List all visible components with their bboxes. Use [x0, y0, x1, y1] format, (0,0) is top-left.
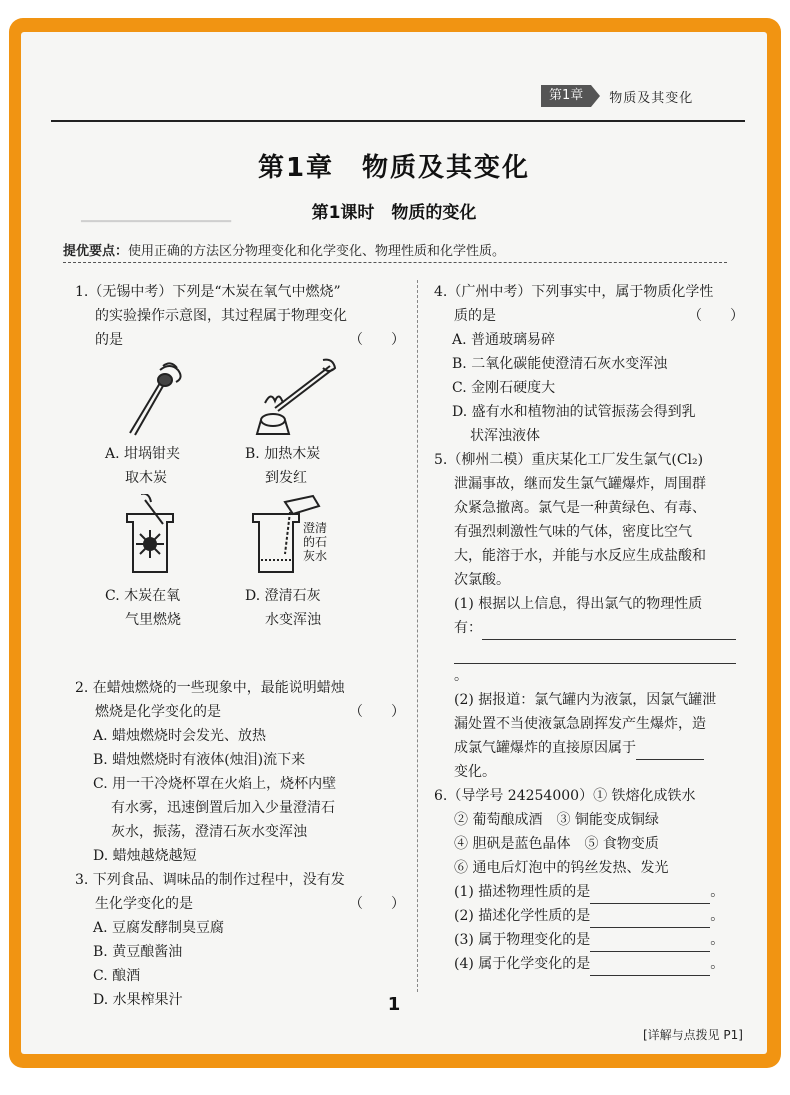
period: 。 [710, 884, 725, 900]
q2-option-c: C. 用一干冷烧杯罩在火焰上，烧杯内壁 [93, 776, 337, 792]
q3-option-c: C. 酿酒 [93, 968, 141, 984]
q5-sub2: 成氯气罐爆炸的直接原因属于 [454, 740, 636, 756]
question-3 [75, 868, 405, 1012]
answer-paren: （ ） [349, 896, 405, 912]
q5-line: 次氯酸。 [454, 572, 510, 588]
answer-paren: （ ） [349, 332, 405, 348]
question-4 [434, 280, 744, 448]
q4-line: 质的是 [454, 308, 496, 324]
q2-option-b: B. 蜡烛燃烧时有液体(烛泪)流下来 [93, 752, 306, 768]
limewater-figure [245, 494, 365, 580]
q1-line: 的是 [95, 332, 123, 348]
q6-sub: (2) 描述化学性质的是 [454, 908, 591, 924]
tongs-figure [105, 358, 225, 438]
q4-option-b: B. 二氧化碳能使澄清石灰水变浑浊 [452, 356, 668, 372]
q2-option-a: A. 蜡烛燃烧时会发光、放热 [93, 728, 267, 744]
q3-line-last [75, 892, 405, 916]
q5-line: 众紧急撤离。氯气是一种黄绿色、有毒、 [454, 500, 706, 516]
q5-sub2: 漏处置不当使液氯急剧挥发产生爆炸，造 [454, 716, 706, 732]
q6-line: ⑥ 通电后灯泡中的钨丝发热、发光 [454, 860, 669, 876]
q6-sub-4 [434, 952, 744, 976]
q5-sub1-answer-2 [434, 640, 744, 688]
figure-row-top [75, 358, 365, 438]
figure-label: 澄清 [303, 521, 328, 535]
caption-line: A. 坩埚钳夹 [105, 446, 181, 462]
q5-sub2: 变化。 [454, 764, 496, 780]
running-header [541, 84, 693, 108]
q4-option-a: A. 普通玻璃易碎 [452, 332, 556, 348]
q2-option-c-cont: 有水雾，迅速倒置后加入少量澄清石 [111, 800, 335, 816]
answer-blank[interactable] [454, 663, 736, 664]
q3-line: 生化学变化的是 [95, 896, 193, 912]
figure-label: 的石 [303, 535, 328, 549]
q5-sub2-answer [434, 736, 744, 760]
option-a-caption [105, 442, 225, 490]
q4-option-d: D. 盛有水和植物油的试管振荡会得到乳 [452, 404, 696, 420]
caption-line: C. 木炭在氧 [105, 588, 181, 604]
q6-line: ② 葡萄酿成酒 ③ 铜能变成铜绿 [454, 812, 659, 828]
answer-blank[interactable] [590, 975, 710, 976]
q5-line: 5.（柳州二模）重庆某化工厂发生氯气(Cl₂) [434, 452, 704, 468]
page [21, 32, 767, 1054]
question-5 [434, 448, 744, 784]
chapter-tab: 第1章 [541, 85, 591, 107]
q2-line: 2. 在蜡烛燃烧的一些现象中，最能说明蜡烛 [75, 680, 345, 696]
answer-paren: （ ） [349, 704, 405, 720]
q4-line-last [434, 304, 744, 328]
right-column [434, 280, 744, 976]
q6-line: ④ 胆矾是蓝色晶体 ⑤ 食物变质 [454, 836, 659, 852]
bottle-burning-figure [105, 494, 225, 580]
q5-line: 泄漏事故，继而发生氯气罐爆炸，周围群 [454, 476, 706, 492]
q1-line: 的实验操作示意图，其过程属于物理变化 [95, 308, 347, 324]
q6-sub: (4) 属于化学变化的是 [454, 956, 591, 972]
answer-paren: （ ） [688, 308, 744, 324]
caption-line: 取木炭 [125, 470, 167, 486]
page-number: 1 [387, 994, 401, 1015]
header-chapter-name: 物质及其变化 [609, 90, 694, 106]
caption-line: 气里燃烧 [125, 612, 181, 628]
q4-line: 4.（广州中考）下列事实中，属于物质化学性 [434, 284, 714, 300]
caption-line: D. 澄清石灰 [245, 588, 321, 604]
column-divider [417, 280, 418, 992]
option-d-caption [245, 584, 365, 632]
q6-sub-3 [434, 928, 744, 952]
q3-option-b: B. 黄豆酿酱油 [93, 944, 183, 960]
q6-sub-1 [434, 880, 744, 904]
q1-line-last [75, 328, 405, 352]
caption-line: 水变浑浊 [265, 612, 321, 628]
caption-row-top [75, 442, 365, 490]
question-1 [75, 280, 405, 632]
header-rule [51, 120, 745, 122]
answer-reference: [详解与点拨见 P1] [642, 1028, 743, 1042]
period: 。 [710, 908, 725, 924]
q2-option-d: D. 蜡烛越烧越短 [93, 848, 197, 864]
answer-blank[interactable] [636, 759, 704, 760]
key-points [63, 240, 727, 263]
figure-row-bottom [75, 494, 365, 580]
q5-line: 大，能溶于水，并能与水反应生成盐酸和 [454, 548, 706, 564]
question-6 [434, 784, 744, 976]
q6-sub: (3) 属于物理变化的是 [454, 932, 591, 948]
chapter-title: 第1章 物质及其变化 [257, 153, 531, 183]
q2-line-last [75, 700, 405, 724]
orange-frame [9, 18, 781, 1068]
q5-sub1-answer [434, 616, 744, 640]
q4-option-c: C. 金刚石硬度大 [452, 380, 556, 396]
q3-option-d: D. 水果榨果汁 [93, 992, 183, 1008]
q6-sub: (1) 描述物理性质的是 [454, 884, 591, 900]
left-column [75, 280, 405, 1012]
q5-sub1-label: 有： [454, 620, 482, 636]
q5-sub1: (1) 根据以上信息，得出氯气的物理性质 [454, 596, 703, 612]
q5-sub2: (2) 据报道：氯气罐内为液氯，因氯气罐泄 [454, 692, 717, 708]
option-c-caption [105, 584, 225, 632]
q2-line: 燃烧是化学变化的是 [95, 704, 221, 720]
q6-line: 6.（导学号 24254000）① 铁熔化成铁水 [434, 788, 696, 804]
period: 。 [710, 932, 725, 948]
q2-option-c-cont: 灰水，振荡，澄清石灰水变浑浊 [111, 824, 307, 840]
q1-line: 1.（无锡中考）下列是“木炭在氧气中燃烧” [75, 284, 341, 300]
period: 。 [454, 668, 468, 684]
caption-row-bottom [75, 584, 365, 632]
question-2 [75, 676, 405, 868]
key-points-text: 使用正确的方法区分物理变化和化学变化、物理性质和化学性质。 [128, 244, 506, 259]
q3-line: 3. 下列食品、调味品的制作过程中，没有发 [75, 872, 345, 888]
q5-line: 有强烈刺激性气味的气体，密度比空气 [454, 524, 692, 540]
figure-label: 灰水 [303, 549, 328, 563]
option-b-caption [245, 442, 365, 490]
heating-figure [245, 358, 365, 438]
lesson-title: 第1课时 物质的变化 [311, 203, 477, 223]
q4-option-d-cont: 状浑浊液体 [470, 428, 540, 444]
period: 。 [710, 956, 725, 972]
q3-option-a: A. 豆腐发酵制臭豆腐 [93, 920, 225, 936]
caption-line: 到发红 [265, 470, 307, 486]
bleed-through: ▁▁▁▁▁▁▁▁▁▁▁▁▁▁▁ [81, 208, 231, 223]
caption-line: B. 加热木炭 [245, 446, 321, 462]
q6-sub-2 [434, 904, 744, 928]
key-points-label: 提优要点： [63, 244, 129, 259]
